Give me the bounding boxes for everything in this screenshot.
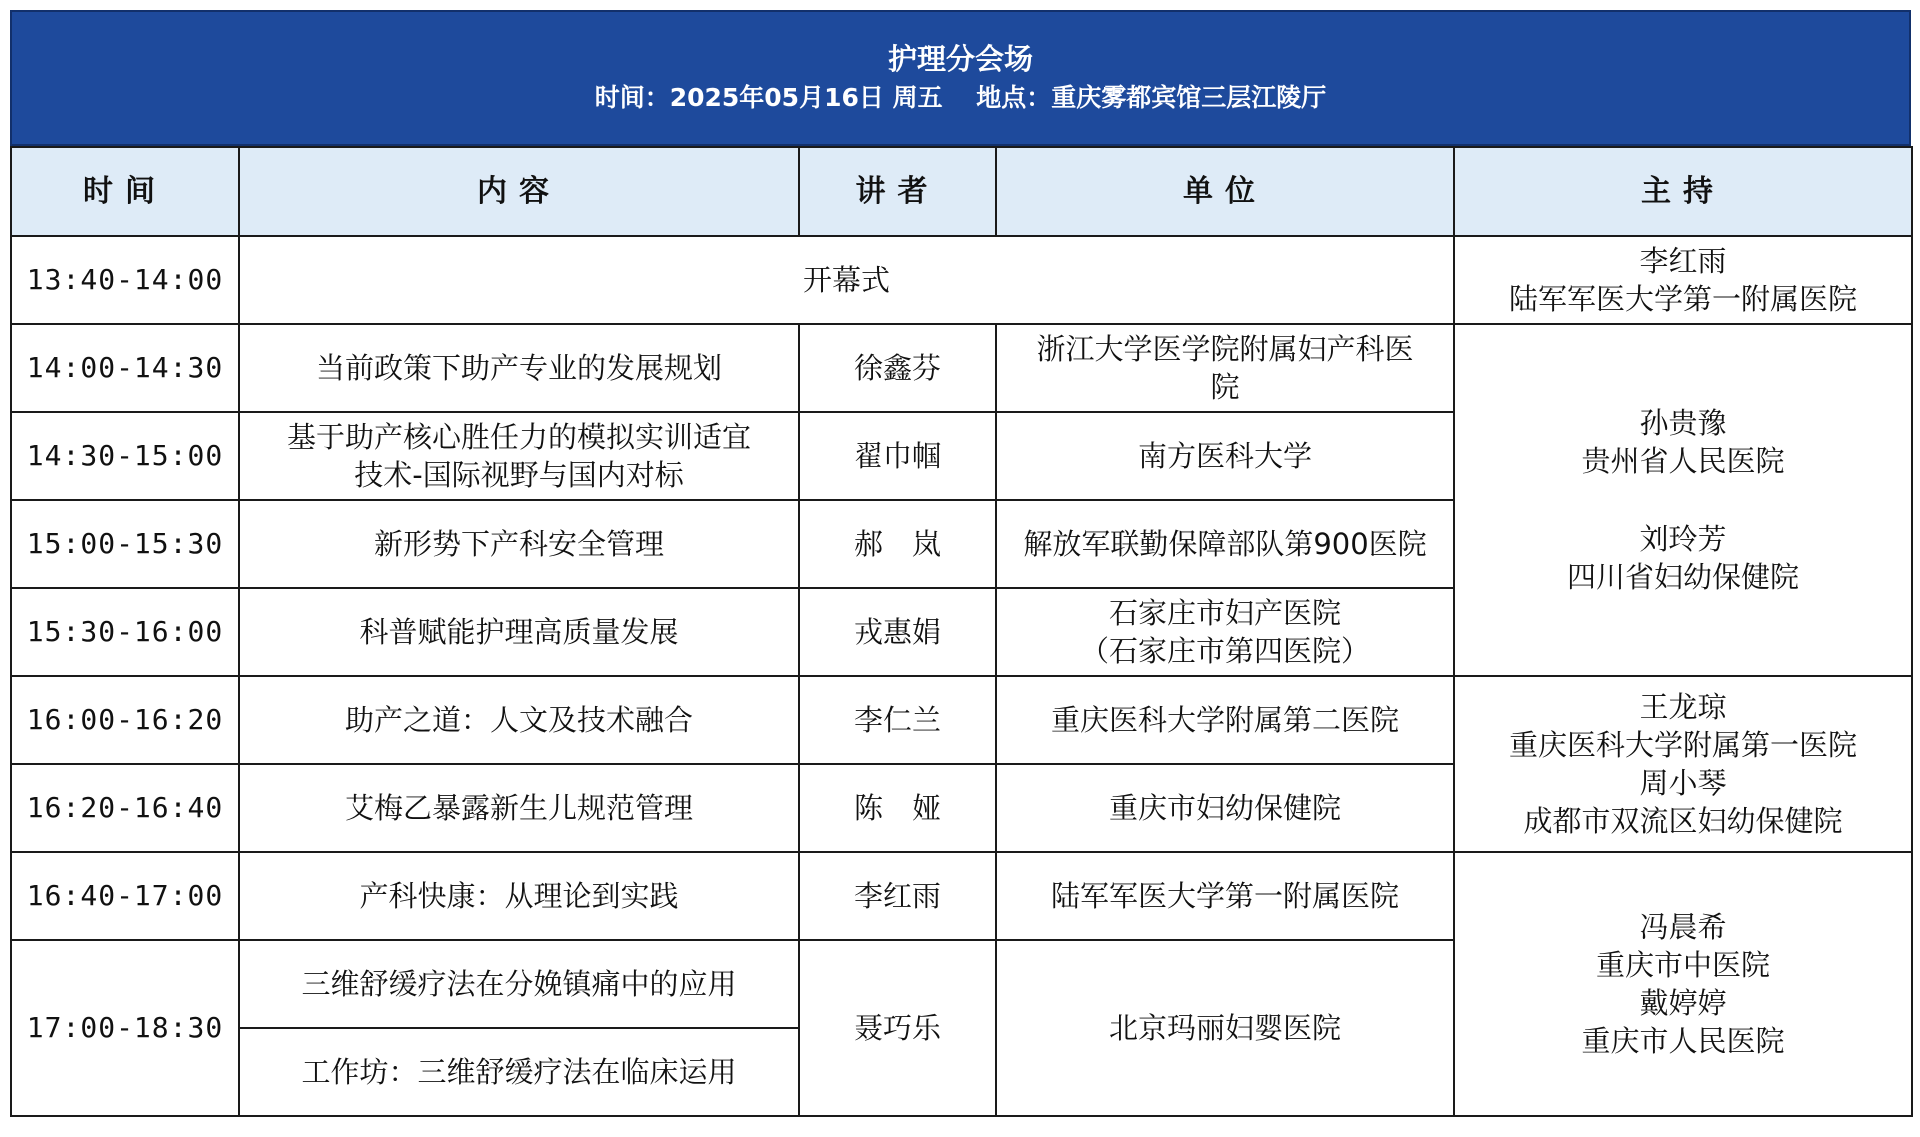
host-name: 周小琴 — [1639, 766, 1727, 800]
table-row — [11, 324, 1912, 412]
content-cell: 开幕式 — [239, 236, 1454, 324]
content-line: 技术-国际视野与国内对标 — [354, 458, 684, 492]
speaker-cell: 徐鑫芬 — [799, 324, 996, 412]
content-cell: 艾梅乙暴露新生儿规范管理 — [239, 764, 799, 852]
unit-cell — [996, 588, 1454, 676]
host-name: 李红雨 — [1639, 244, 1727, 278]
host-cell — [1454, 236, 1912, 324]
header-time: 时间 — [11, 147, 239, 236]
time-cell: 14:00-14:30 — [11, 324, 239, 412]
content-cell: 科普赋能护理高质量发展 — [239, 588, 799, 676]
host-spacer — [1461, 480, 1905, 520]
agenda-table — [10, 146, 1913, 1117]
header-unit: 单位 — [996, 147, 1454, 236]
unit-line: 浙江大学医学院附属妇产科医 — [1036, 332, 1414, 366]
speaker-cell: 翟巾帼 — [799, 412, 996, 500]
content-cell: 助产之道：人文及技术融合 — [239, 676, 799, 764]
unit-line: 石家庄市妇产医院 — [1108, 596, 1341, 630]
table-header-row — [11, 147, 1912, 236]
unit-cell: 北京玛丽妇婴医院 — [996, 940, 1454, 1116]
host-unit: 四川省妇幼保健院 — [1566, 560, 1799, 594]
speaker-cell: 聂巧乐 — [799, 940, 996, 1116]
host-unit: 重庆市中医院 — [1595, 948, 1770, 982]
session-title: 护理分会场 — [887, 42, 1033, 76]
table-row — [11, 676, 1912, 764]
time-cell: 17:00-18:30 — [11, 940, 239, 1116]
speaker-cell: 陈 娅 — [799, 764, 996, 852]
host-unit: 贵州省人民医院 — [1581, 444, 1785, 478]
speaker-cell: 郝 岚 — [799, 500, 996, 588]
table-row — [11, 236, 1912, 324]
host-unit: 成都市双流区妇幼保健院 — [1523, 804, 1843, 838]
time-cell: 14:30-15:00 — [11, 412, 239, 500]
session-time-location: 时间：2025年05月16日 周五 地点：重庆雾都宾馆三层江陵厅 — [594, 83, 1327, 112]
host-name: 冯晨希 — [1639, 910, 1727, 944]
speaker-cell: 李仁兰 — [799, 676, 996, 764]
time-cell: 15:30-16:00 — [11, 588, 239, 676]
host-name: 孙贵豫 — [1639, 406, 1727, 440]
agenda-sheet — [10, 10, 1911, 1117]
host-cell — [1454, 324, 1912, 676]
time-cell: 15:00-15:30 — [11, 500, 239, 588]
speaker-cell: 李红雨 — [799, 852, 996, 940]
unit-cell — [996, 324, 1454, 412]
time-cell: 13:40-14:00 — [11, 236, 239, 324]
unit-cell: 南方医科大学 — [996, 412, 1454, 500]
content-cell: 新形势下产科安全管理 — [239, 500, 799, 588]
header-content: 内容 — [239, 147, 799, 236]
host-unit: 重庆医科大学附属第一医院 — [1508, 728, 1857, 762]
unit-cell: 重庆医科大学附属第二医院 — [996, 676, 1454, 764]
host-name: 王龙琼 — [1639, 690, 1727, 724]
host-name: 戴婷婷 — [1639, 986, 1727, 1020]
host-cell — [1454, 852, 1912, 1116]
unit-cell: 陆军军医大学第一附属医院 — [996, 852, 1454, 940]
host-unit: 陆军军医大学第一附属医院 — [1508, 282, 1857, 316]
time-cell: 16:20-16:40 — [11, 764, 239, 852]
unit-line: （石家庄市第四医院） — [1079, 634, 1370, 668]
time-cell: 16:00-16:20 — [11, 676, 239, 764]
speaker-cell: 戎惠娟 — [799, 588, 996, 676]
content-cell — [239, 412, 799, 500]
content-cell: 三维舒缓疗法在分娩镇痛中的应用 — [239, 940, 799, 1028]
table-row — [11, 852, 1912, 940]
header-speaker: 讲者 — [799, 147, 996, 236]
time-cell: 16:40-17:00 — [11, 852, 239, 940]
content-line: 基于助产核心胜任力的模拟实训适宜 — [286, 420, 751, 454]
host-cell — [1454, 676, 1912, 852]
host-unit: 重庆市人民医院 — [1581, 1024, 1785, 1058]
header-host: 主持 — [1454, 147, 1912, 236]
content-cell: 当前政策下助产专业的发展规划 — [239, 324, 799, 412]
unit-cell: 解放军联勤保障部队第900医院 — [996, 500, 1454, 588]
session-banner — [10, 10, 1911, 146]
content-cell: 产科快康：从理论到实践 — [239, 852, 799, 940]
host-name: 刘玲芳 — [1639, 522, 1727, 556]
unit-cell: 重庆市妇幼保健院 — [996, 764, 1454, 852]
content-cell: 工作坊：三维舒缓疗法在临床运用 — [239, 1028, 799, 1116]
unit-line: 院 — [1210, 370, 1240, 404]
